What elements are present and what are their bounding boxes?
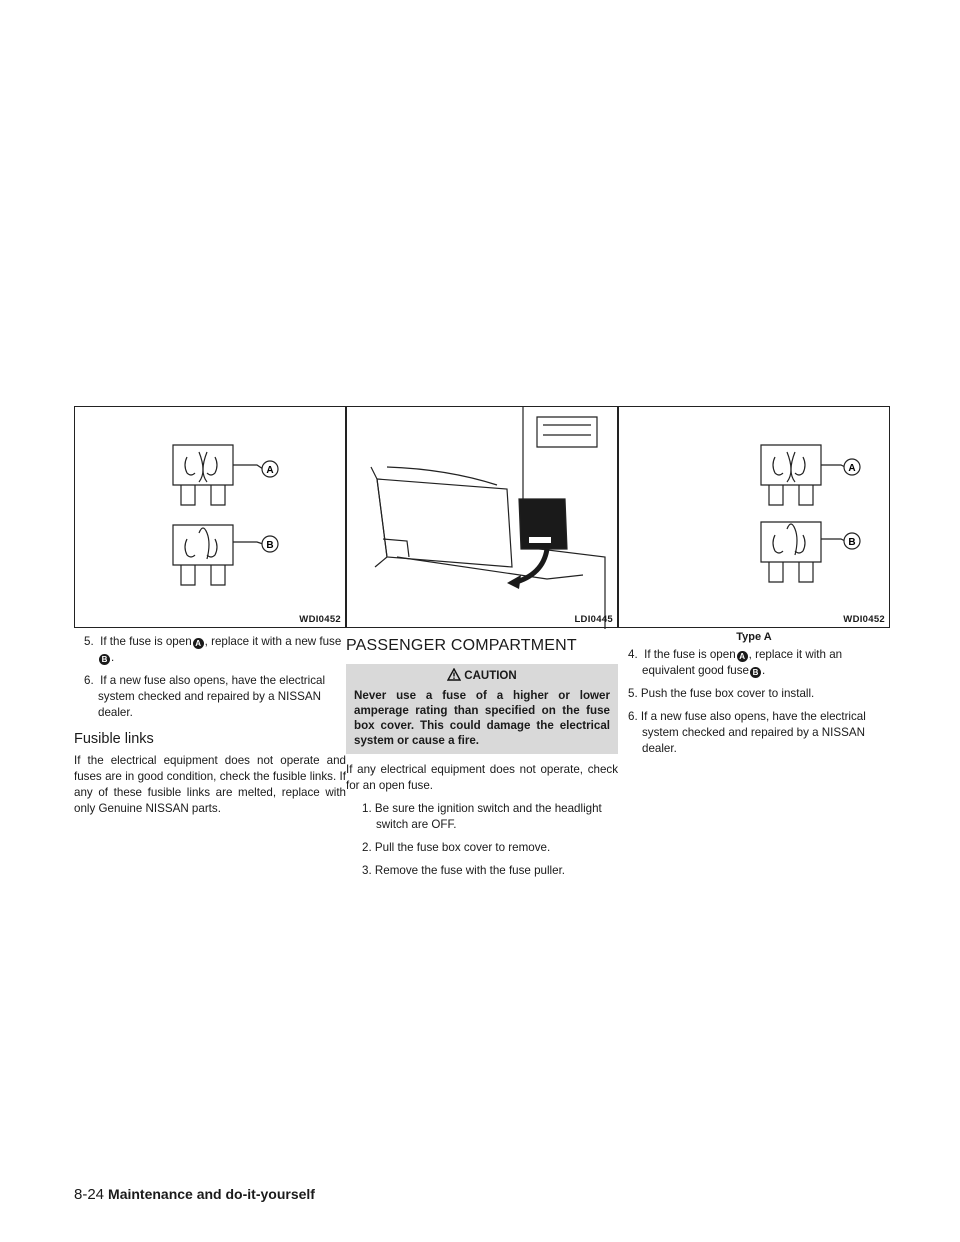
figure-code: LDI0445 xyxy=(574,614,613,625)
figure-fuse-open-good xyxy=(74,406,346,628)
caution-box xyxy=(346,664,618,754)
step-6: 6. If a new fuse also opens, have the electrical system checked and repaired by a NISSAN dealer. xyxy=(628,710,866,755)
step-4: 4. If the fuse is open A , replace it with an equivalent good fuse B . xyxy=(628,648,843,677)
chapter-title: Maintenance and do-it-yourself xyxy=(108,1186,315,1202)
step-6: 6. If a new fuse also opens, have the electrical system checked and repaired by a NISSAN dealer. xyxy=(84,674,326,719)
column-middle xyxy=(346,406,618,886)
label-b: B xyxy=(266,540,274,551)
fusible-links-paragraph: If the electrical equipment does not operate and fuses are in good condition, check the fusible links. If any of these fusible links are melted, replace with only Genuine NISSAN parts. xyxy=(74,754,346,815)
figure-fuse-type-a xyxy=(618,406,890,628)
figure-code: WDI0452 xyxy=(843,614,885,625)
step-1: 1. Be sure the ignition switch and the headlight switch are OFF. xyxy=(362,802,602,831)
callout-a: A xyxy=(737,651,748,662)
caution-text: Never use a fuse of a higher or lower amperage rating than specified on the fuse box cover. This could damage the electrical system or cause a fire. xyxy=(354,689,610,747)
label-b: B xyxy=(848,537,856,548)
heading-passenger-compartment: PASSENGER COMPARTMENT xyxy=(346,637,577,654)
glove-box-illustration xyxy=(347,407,619,629)
step-5: 5. Push the fuse box cover to install. xyxy=(628,687,815,700)
warning-icon xyxy=(447,668,461,681)
caution-title: CAUTION xyxy=(464,670,517,682)
page-footer xyxy=(74,1186,315,1203)
column-left xyxy=(74,406,346,824)
callout-b: B xyxy=(99,654,110,665)
figure-code: WDI0452 xyxy=(299,614,341,625)
step-5: 5. If the fuse is open A , replace it with a new fuseB . xyxy=(84,635,342,664)
fuse-illustration xyxy=(619,407,891,629)
page-number: 8-24 xyxy=(74,1186,105,1203)
figure-caption: Type A xyxy=(736,631,772,643)
callout-b: B xyxy=(750,667,761,678)
step-3: 3. Remove the fuse with the fuse puller. xyxy=(362,864,566,877)
intro-paragraph: If any electrical equipment does not operate, check for an open fuse. xyxy=(346,763,618,792)
callout-a: A xyxy=(193,638,204,649)
figure-glove-box xyxy=(346,406,618,628)
subheading-fusible-links: Fusible links xyxy=(74,731,154,747)
column-right xyxy=(618,406,890,764)
label-a: A xyxy=(266,465,274,476)
label-a: A xyxy=(848,463,856,474)
fuse-illustration xyxy=(75,407,347,629)
step-2: 2. Pull the fuse box cover to remove. xyxy=(362,841,551,854)
